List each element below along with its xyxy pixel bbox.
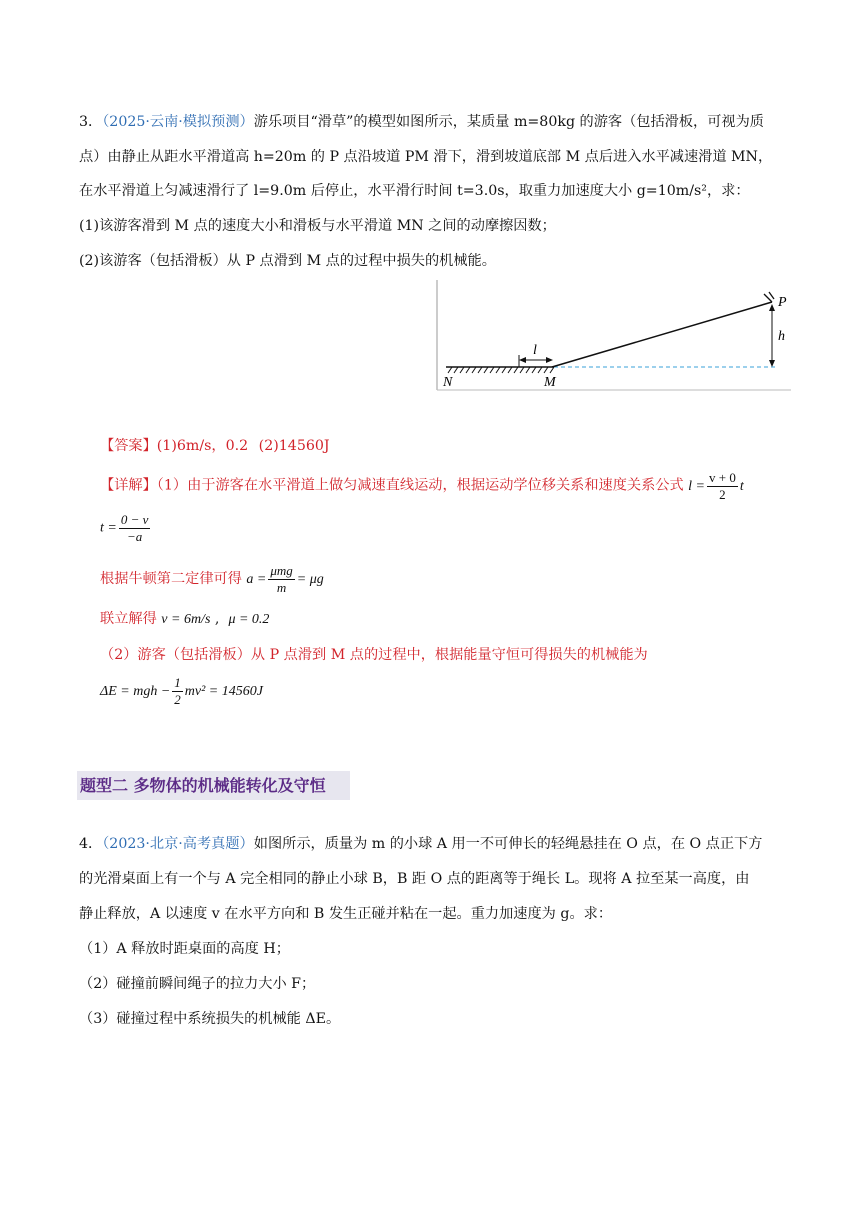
length-arrow-left: [519, 357, 526, 363]
eq-delta-e: ΔE = mgh − $\frac{1}{2}$ mv² = 14560J: [100, 675, 263, 708]
ground-hatch: [448, 367, 554, 373]
label-h: h: [778, 329, 785, 344]
q4-part2: （2）碰撞前瞬间绳子的拉力大小 F；: [79, 976, 316, 992]
detail-part2: （2）游客（包括滑板）从 P 点滑到 M 点的过程中，根据能量守恒可得损失的机械能为: [100, 647, 648, 663]
solve-mu: μ = 0.2: [228, 612, 270, 627]
label-P: P: [778, 295, 787, 310]
solve-v: v = 6m/s: [161, 612, 211, 627]
eq-l: l = $\frac{v + 0}{2}$ t: [688, 470, 744, 502]
solve-text: 联立解得: [100, 611, 157, 627]
q4-source: （2023·北京·高考真题）: [102, 836, 254, 852]
q4-line3: 静止释放，A 以速度 v 在水平方向和 B 发生正碰并粘在一起。重力加速度为 g。求：: [79, 906, 613, 922]
answer-line: [100, 436, 815, 456]
q4-part1: （1）A 释放时距桌面的高度 H；: [79, 941, 290, 957]
eq-t: t = $\frac{0 - v}{-a}$: [100, 512, 149, 544]
height-arrow-top: [769, 304, 775, 311]
label-l: l: [533, 343, 537, 358]
q4-line1: [79, 834, 794, 854]
q3-line3: 在水平滑道上匀减速滑行了 l=9.0m 后停止，水平滑行时间 t=3.0s，取重力加速度大小 g=10m/s²，求：: [79, 183, 750, 199]
q4-part3: （3）碰撞过程中系统损失的机械能 ΔE。: [79, 1011, 341, 1027]
solve-line: 联立解得 v = 6m/s , μ = 0.2: [100, 611, 270, 627]
q4-number: 4．: [79, 836, 103, 852]
q3-line2: 点）由静止从距水平滑道高 h=20m 的 P 点沿坡道 PM 滑下，滑到坡道底部 M 点后进入水平减速滑道 MN，: [79, 149, 773, 165]
detail-text-1: （1）由于游客在水平滑道上做匀减速直线运动，根据运动学位移关系和速度关系公式: [156, 477, 684, 494]
answer-text: (1)6m/s，0.2 (2)14560J: [156, 438, 330, 454]
detail-line1: [100, 470, 800, 510]
answer-tag: 【答案】: [100, 438, 157, 454]
skier-icon: [764, 292, 774, 302]
length-arrow-right: [546, 357, 553, 363]
eq-newton: a = $\frac{\text{μmg}}{m}$ = μg: [246, 563, 324, 596]
q3-line1: [79, 112, 794, 132]
q3-number: 3．: [79, 114, 103, 130]
detail-tag: 【详解】: [100, 477, 157, 494]
q3-text-1: 游乐项目“滑草”的模型如图所示，某质量 m=80kg 的游客（包括滑板，可视为质: [253, 114, 764, 130]
label-M: M: [544, 375, 556, 390]
q3-source: （2025·云南·模拟预测）: [102, 114, 254, 130]
q3-part1: (1)该游客滑到 M 点的速度大小和滑板与水平滑道 MN 之间的动摩擦因数；: [79, 218, 556, 234]
q4-text-1: 如图所示，质量为 m 的小球 A 用一不可伸长的轻绳悬挂在 O 点，在 O 点正下方: [253, 836, 763, 852]
label-N: N: [443, 375, 453, 390]
height-arrow-bottom: [769, 360, 775, 367]
section-title: 题型二 多物体的机械能转化及守恒: [77, 771, 350, 800]
newton-line: [100, 563, 815, 596]
q4-line2: 的光滑桌面上有一个与 A 完全相同的静止小球 B，B 距 O 点的距离等于绳长 L。现将 A 拉至某一高度，由: [79, 871, 750, 887]
newton-text: 根据牛顿第二定律可得: [100, 571, 242, 587]
slope-line: [552, 302, 772, 367]
q3-part2: (2)该游客（包括滑板）从 P 点滑到 M 点的过程中损失的机械能。: [79, 253, 496, 269]
slope-figure: [436, 280, 796, 392]
